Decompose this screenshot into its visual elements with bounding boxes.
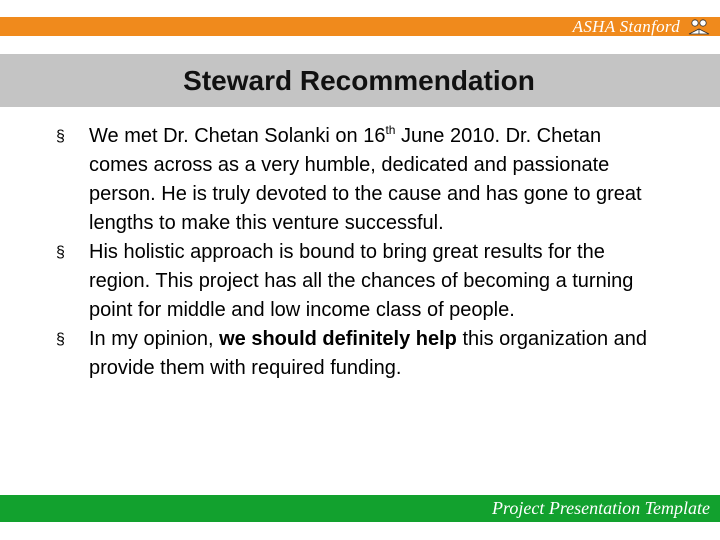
footer-bar xyxy=(0,495,720,522)
emphasis-text: we should definitely help xyxy=(219,328,457,350)
brand-name: ASHA Stanford xyxy=(572,16,680,36)
bullet-text: In my opinion, we should definitely help this organization and provide them with required funding. xyxy=(89,328,648,379)
bullet-marker: § xyxy=(56,331,65,348)
bullet-text: We met Dr. Chetan Solanki on 16th June 2010. Dr. Chetan comes across as a very humble, dedicated and passionate person. He is truly devoted to the cause and has gone to great lengths to make this venture successful. xyxy=(89,123,642,234)
bullet-item xyxy=(56,122,656,238)
bullet-text: His holistic approach is bound to bring great results for the region. This project has all the chances of becoming a turning point for middle and low income class of people. xyxy=(89,241,634,321)
bullet-marker: § xyxy=(56,128,65,145)
brand xyxy=(573,17,712,36)
footer-text: Project Presentation Template xyxy=(492,498,710,518)
bullet-item xyxy=(56,238,656,325)
slide-title: Steward Recommendation xyxy=(183,64,535,96)
title-band xyxy=(0,54,720,107)
book-logo-icon xyxy=(686,18,712,36)
bullet-item xyxy=(56,325,656,383)
bullet-list xyxy=(56,122,656,383)
header-bar xyxy=(0,17,720,36)
bullet-marker: § xyxy=(56,244,65,261)
